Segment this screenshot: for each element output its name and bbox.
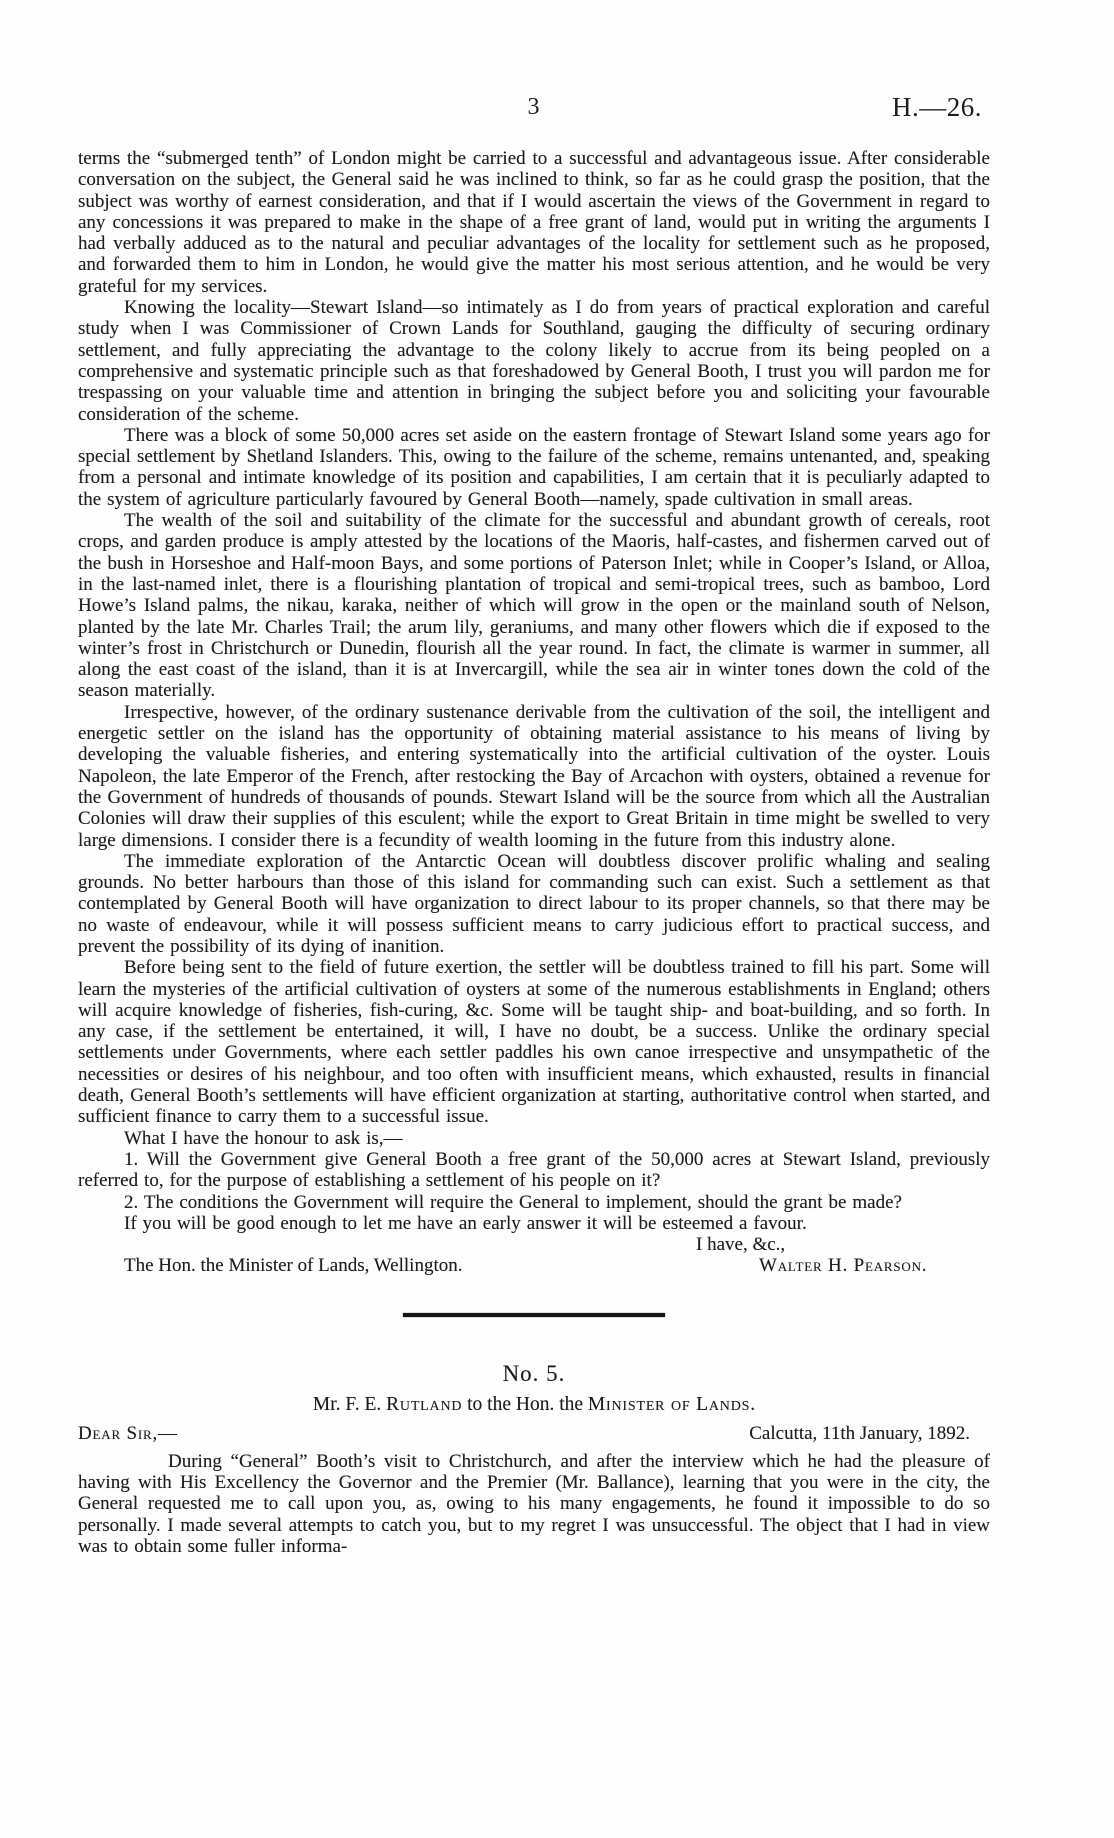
letter-title-office: Minister of Lands [587, 1394, 751, 1416]
letter-pearson [78, 148, 990, 1277]
paragraph: Irrespective, however, of the ordinary sustenance derivable from the cultivation of the soil, the intelligent and energetic settler on the island has the opportunity of obtaining material assistance to his means of living by developing the valuable fisheries, and entering systematically into the artificial cultivation of the oyster. Louis Napoleon, the late Emperor of the French, after restocking the Bay of Arcachon with oysters, obtained a revenue for the Government of hundreds of thousands of pounds. Stewart Island will be the source from which all the Australian Colonies will draw their supplies of this esculent; while the export to Great Britain in time might be swelled to very large dimensions. I consider there is a fecundity of wealth looming in the future from this industry alone. [78, 701, 990, 851]
dateline: Calcutta, 11th January, 1892. [749, 1423, 970, 1445]
paragraph: During “General” Booth’s visit to Christchurch, and after the interview which he had the pleasure of having with His Excellency the Governor and the Premier (Mr. Ballance), learning that you were in the city, the General requested me to call upon you, as, owing to his many engagements, he found it impossible to do so personally. I made several attempts to catch you, but to my regret I was unsuccessful. The object that I had in view was to obtain some fuller informa- [78, 1450, 990, 1557]
valediction: I have, &c., [696, 1234, 786, 1256]
running-header [78, 94, 990, 124]
letter-rutland [78, 1361, 990, 1557]
page-number: 3 [527, 94, 541, 120]
paragraph: The immediate exploration of the Antarctic Ocean will doubtless discover prolific whaling and sealing grounds. No better harbours than those of this island for commanding such can exist. Such a settlement as that contemplated by General Booth will have organization to direct labour to its proper channels, so that there may be no waste of endeavour, while it will possess sufficient means to carry judicious effort to practical success, and prevent the possibility of its dying of inanition. [78, 850, 990, 957]
paragraph: terms the “submerged tenth” of London might be carried to a successful and advantageous issue. After considerable conversation on the subject, the General said he was inclined to think, so far as he could grasp the position, that the subject was worthy of earnest consideration, and that if I would ascertain the views of the Government in regard to any concessions it was prepared to make in the shape of a free grant of land, would put in writing the arguments I had verbally adduced as to the natural and peculiar advantages of the locality for settlement such as he proposed, and forwarded them to him in London, he would give the matter his most serious attention, and he would be very grateful for my services. [78, 148, 990, 297]
addressee: The Hon. the Minister of Lands, Wellington. [124, 1255, 463, 1277]
signature: Walter H. Pearson. [759, 1255, 928, 1277]
page-content [78, 148, 990, 1557]
letter-title-name: Rutland [386, 1394, 463, 1416]
letter-title-pre: Mr. F. E. [312, 1394, 387, 1416]
valediction-row [78, 1234, 990, 1255]
salutation: Dear Sir,— [78, 1423, 178, 1445]
signature-row [78, 1255, 990, 1277]
letter-title-mid: to the Hon. the [462, 1394, 588, 1416]
section-divider-rule [403, 1313, 665, 1317]
paragraph: If you will be good enough to let me have an early answer it will be esteemed a favour. [124, 1212, 807, 1234]
paragraph: There was a block of some 50,000 acres set aside on the eastern frontage of Stewart Island some years ago for special settlement by Shetland Islanders. This, owing to the failure of the scheme, remains untenanted, and, speaking from a personal and intimate knowledge of its position and capabilities, I am certain that it is peculiarly adapted to the system of agriculture particularly favoured by General Booth—namely, spade cultivation in small areas. [78, 424, 990, 510]
numbered-question-2: 2. The conditions the Government will require the General to implement, should the grant be made? [124, 1191, 902, 1213]
document-reference: H.—26. [892, 92, 982, 122]
paragraph: Knowing the locality—Stewart Island—so intimately as I do from years of practical exploration and careful study when I was Commissioner of Crown Lands for Southland, gauging the difficulty of securing ordinary settlement, and fully appreciating the advantage to the colony likely to accrue from its being peopled on a comprehensive and systematic principle such as that foreshadowed by General Booth, I trust you will pardon me for trespassing on your valuable time and attention in bringing the subject before you and soliciting your favourable consideration of the scheme. [78, 297, 990, 425]
letter-title [78, 1394, 990, 1416]
letter-title-end: . [750, 1394, 756, 1416]
letter-number-heading: No. 5. [502, 1361, 566, 1387]
paragraph: What I have the honour to ask is,— [124, 1127, 403, 1149]
numbered-question-1: 1. Will the Government give General Booth a free grant of the 50,000 acres at Stewart Island, previously referred to, for the purpose of establishing a settlement of his people on it? [78, 1148, 990, 1192]
salutation-row [78, 1423, 990, 1444]
paragraph: Before being sent to the field of future exertion, the settler will be doubtless trained to fill his part. Some will learn the mysteries of the artificial cultivation of oysters at some of the numerous establishments in England; others will acquire knowledge of fisheries, fish-curing, &c. Some will be taught ship- and boat-building, and so forth. In any case, if the settlement be entertained, it will, I have no doubt, be a success. Unlike the ordinary special settlements under Governments, where each settler paddles his own canoe irrespective and unsympathetic of the necessities or desires of his neighbour, and too often with insufficient means, which exhausted, results in financial death, General Booth’s settlements will have efficient organization at starting, authoritative control when started, and sufficient finance to carry them to a successful issue. [78, 957, 990, 1128]
paragraph: The wealth of the soil and suitability of the climate for the successful and abundant growth of cereals, root crops, and garden produce is amply attested by the locations of the Maoris, half-castes, and fishermen carved out of the bush in Horseshoe and Half-moon Bays, and some portions of Paterson Inlet; while in Cooper’s Island, or Alloa, in the last-named inlet, there is a flourishing plantation of tropical and semi-tropical trees, such as bamboo, Lord Howe’s Island palms, the nikau, karaka, neither of which will grow in the open or the mainland south of Nelson, planted by the late Mr. Charles Trail; the arum lily, geraniums, and many other flowers which die if exposed to the winter’s frost in Christchurch or Dunedin, flourish all the year round. In fact, the climate is warmer in summer, all along the east coast of the island, than it is at Invercargill, while the sea air in winter tones down the cold of the season materially. [78, 510, 990, 702]
